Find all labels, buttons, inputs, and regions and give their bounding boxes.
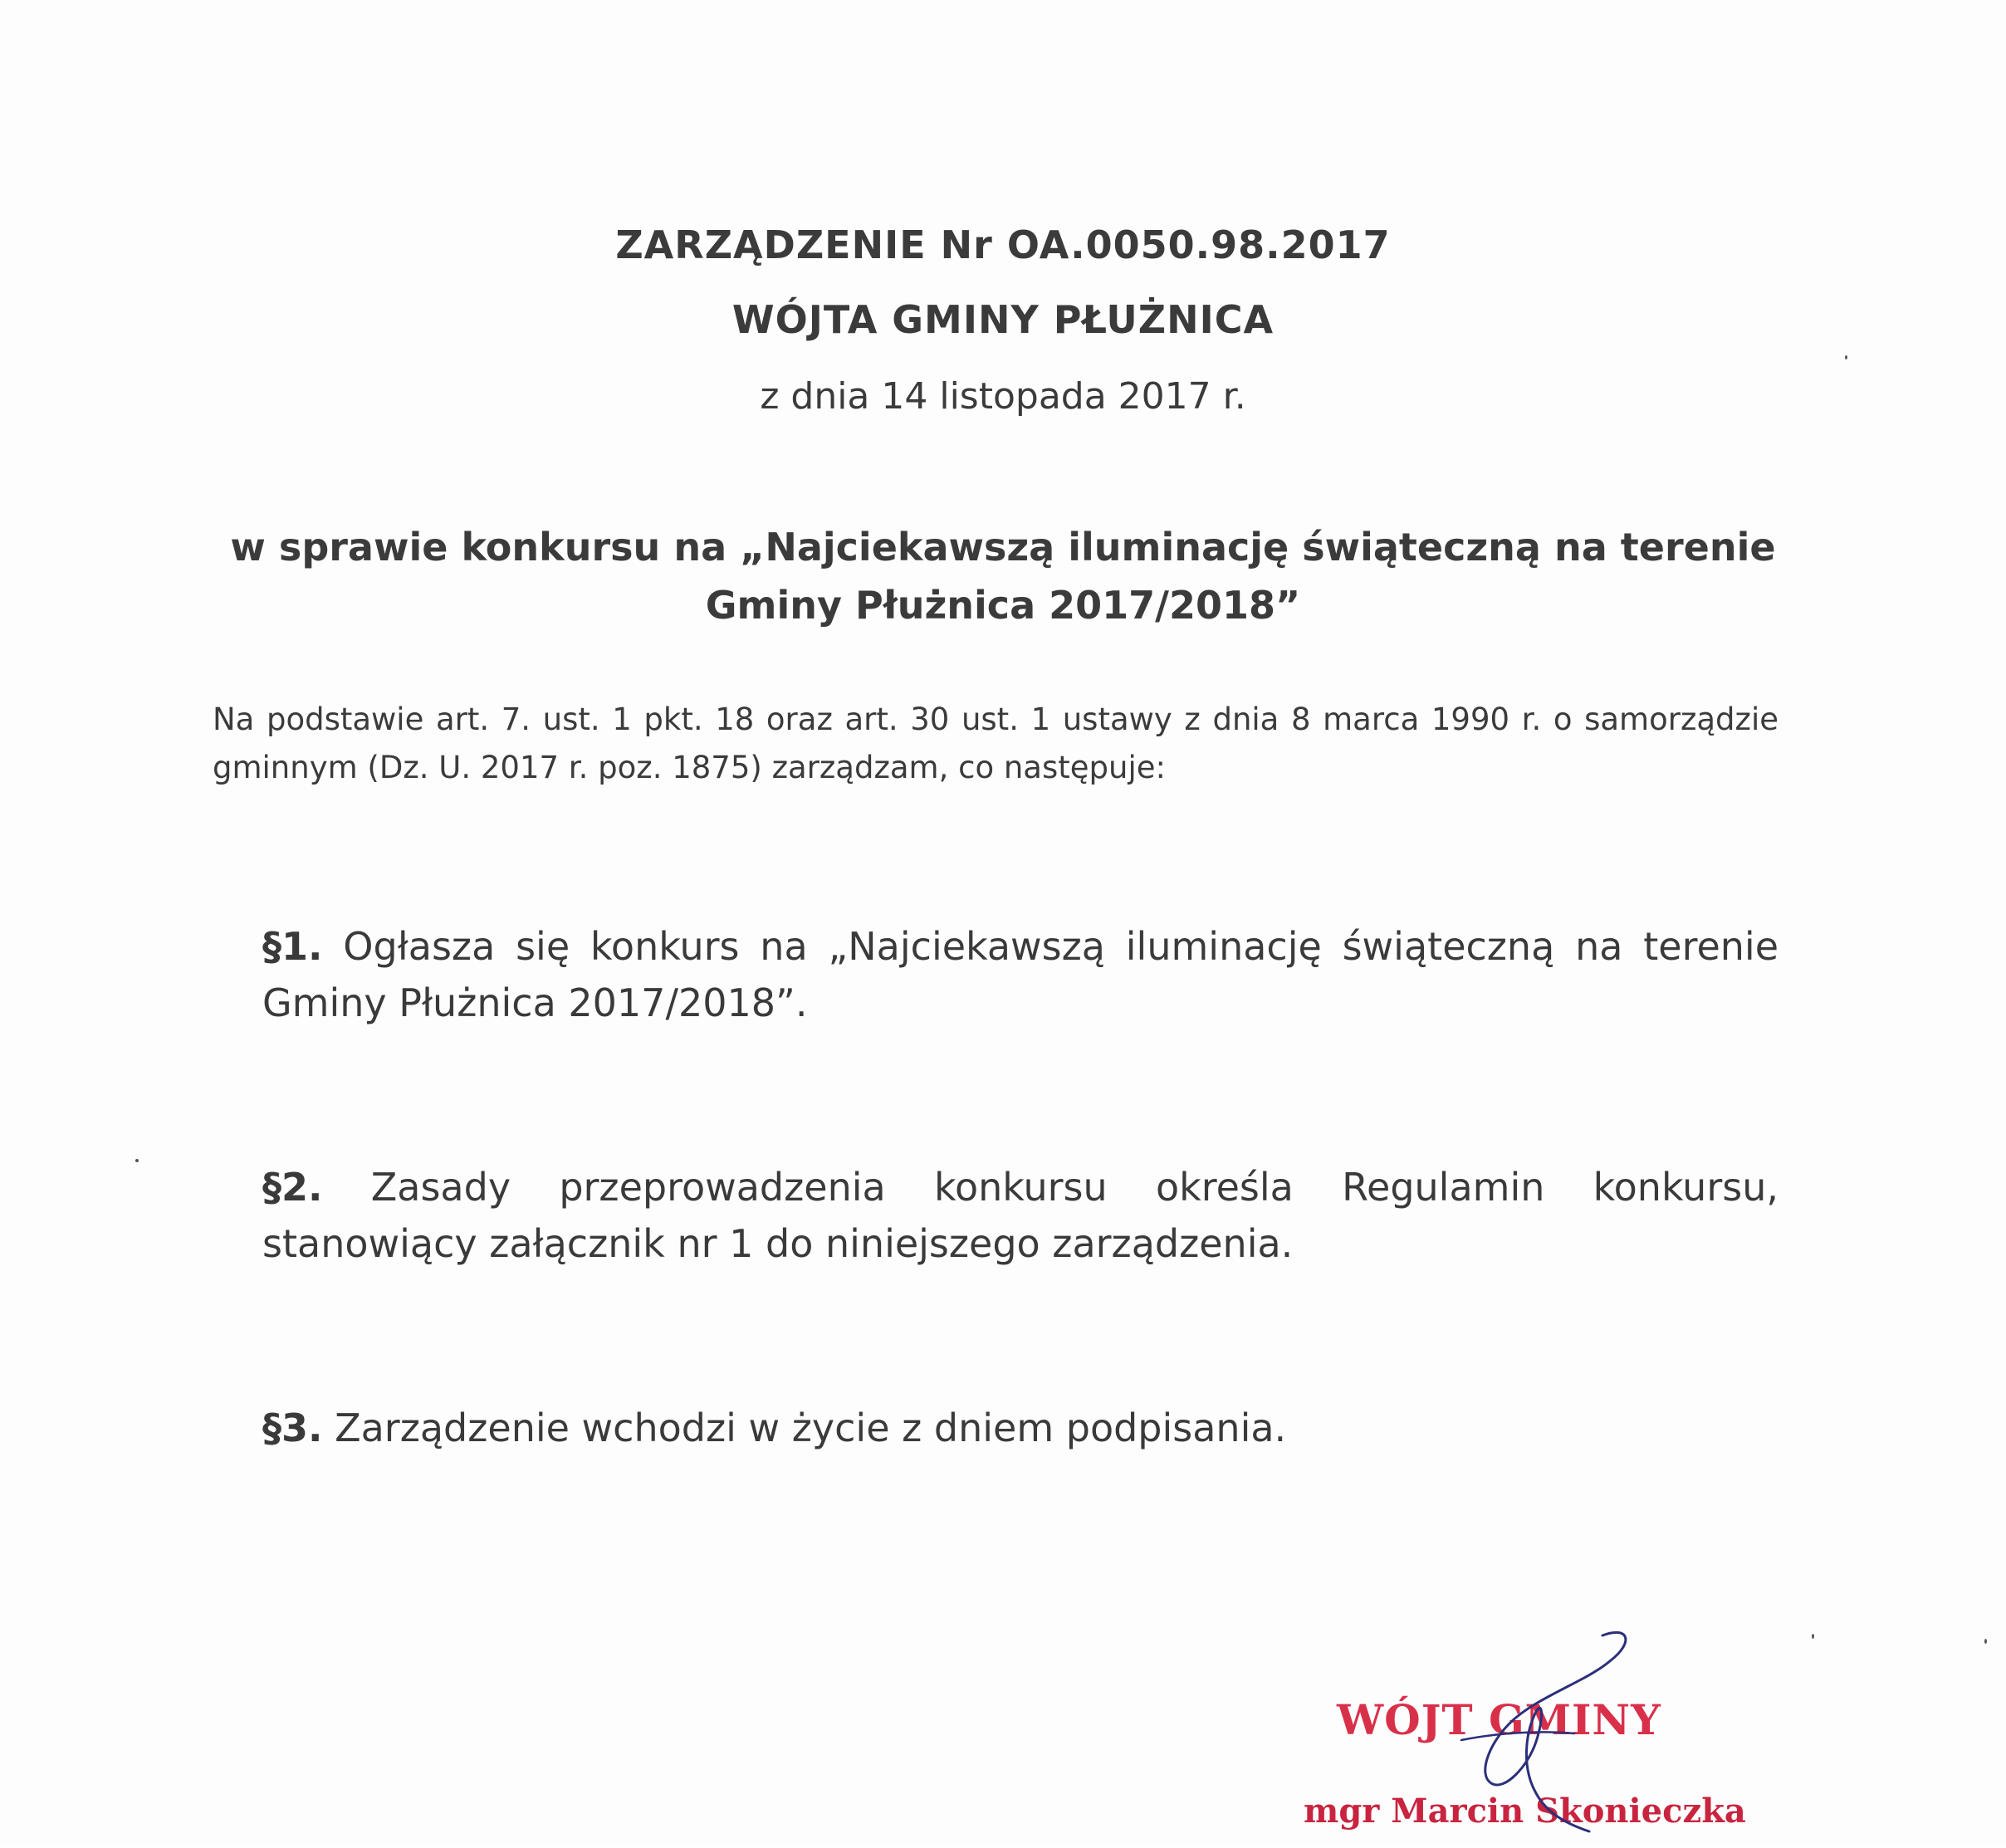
handwritten-signature (1412, 1617, 1661, 1846)
paragraph-mark: §3. (262, 1406, 323, 1450)
signature-stroke (1461, 1732, 1574, 1740)
paragraph-text: Ogłasza się konkurs na „Najciekawszą iluminację świąteczną na terenie Gminy Płużnica 2017/2018”. (262, 924, 1779, 1025)
paragraph-1 (262, 918, 1778, 1031)
document-date: z dnia 14 listopada 2017 r. (760, 375, 1246, 418)
scan-speck (1845, 355, 1847, 359)
paragraph-mark: §2. (262, 1165, 323, 1210)
paragraph-mark: §1. (262, 924, 323, 969)
stamp-name: mgr Marcin Skonieczka (1304, 1792, 1746, 1831)
subject-line-2: Gminy Płużnica 2017/2018” (705, 583, 1301, 628)
paragraph-3 (262, 1400, 1778, 1456)
scan-speck (135, 1159, 139, 1162)
paragraph-text: Zasady przeprowadzenia konkursu określa Regulamin konkursu, stanowiący załącznik nr 1 do niniejszego zarządzenia. (262, 1165, 1778, 1266)
document-title: ZARZĄDZENIE Nr OA.0050.98.2017 (615, 222, 1391, 267)
legal-basis: Na podstawie art. 7. ust. 1 pkt. 18 oraz art. 30 ust. 1 ustawy z dnia 8 marca 1990 r. o samorządzie gminnym (Dz. U. 2017 r. poz. 1875) zarządzam, co następuje: (213, 702, 1778, 785)
scan-speck (1812, 1634, 1814, 1639)
scan-speck (1984, 1639, 1987, 1644)
issuing-authority: WÓJTA GMINY PŁUŻNICA (731, 297, 1275, 342)
subject-line-1: w sprawie konkursu na „Najciekawszą iluminację świąteczną na terenie (230, 525, 1776, 570)
stamp-title: WÓJT GMINY (1337, 1695, 1661, 1744)
paragraph-2 (262, 1159, 1778, 1272)
paragraph-text: Zarządzenie wchodzi w życie z dniem podpisania. (335, 1406, 1287, 1450)
